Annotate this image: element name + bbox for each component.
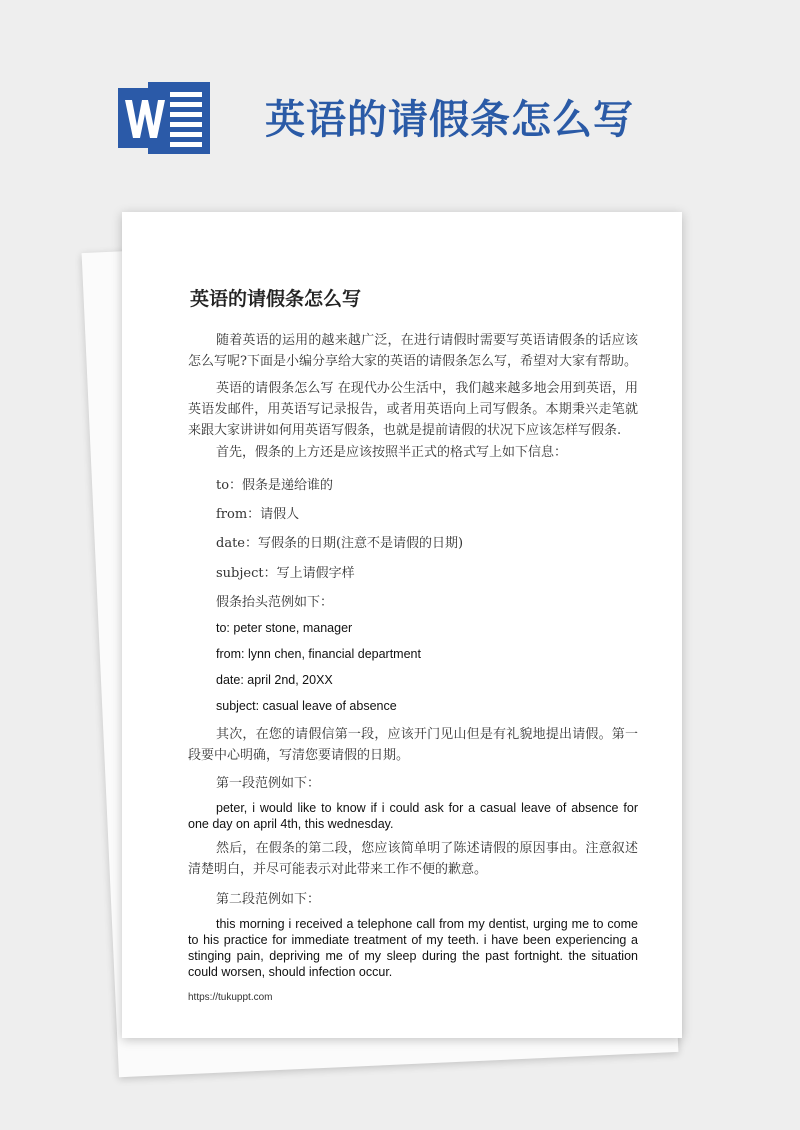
field-to: to：假条是递给谁的 — [216, 478, 334, 493]
source-url: https://tukuppt.com — [188, 992, 273, 1003]
field-from: from：请假人 — [216, 507, 300, 522]
paragraph-2: 英语的请假条怎么写 在现代办公生活中，我们越来越多地会用到英语，用英语发邮件，用英语写记录报告，或者用英语向上司写假条。本期秉兴走笔就来跟大家讲讲如何用英语写假条，也就是提前请假的状况下应该怎样写假条. — [188, 381, 638, 438]
second-para-example: this morning i received a telephone call from my dentist, urging me to come to his practice for immediate treatment of my teeth. i have been experiencing a stinging pain, depriving me of my sleep during the past fortnight. the situation could worsen, should infection occur. — [188, 917, 638, 979]
paragraph-3: 首先，假条的上方还是应该按照半正式的格式写上如下信息： — [216, 445, 568, 460]
example-from: from: lynn chen, financial department — [216, 647, 421, 661]
header-example-label: 假条抬头范例如下： — [216, 595, 334, 610]
example-date: date: april 2nd, 20XX — [216, 673, 333, 687]
first-para-example: peter, i would like to know if i could ask for a casual leave of absence for one day on april 4th, this wednesday. — [188, 801, 638, 831]
document-page — [122, 212, 682, 1038]
example-subject: subject: casual leave of absence — [216, 699, 397, 713]
banner-title: 英语的请假条怎么写 — [265, 97, 634, 143]
first-para-label: 第一段范例如下： — [216, 776, 321, 791]
second-para-label: 第二段范例如下： — [216, 892, 321, 907]
intro-paragraph: 随着英语的运用的越来越广泛，在进行请假时需要写英语请假条的话应该怎么写呢?下面是小编分享给大家的英语的请假条怎么写，希望对大家有帮助。 — [188, 333, 638, 369]
word-document-icon — [118, 78, 214, 158]
field-date: date：写假条的日期(注意不是请假的日期) — [216, 536, 464, 551]
field-subject: subject：写上请假字样 — [216, 566, 355, 581]
paragraph-4: 其次，在您的请假信第一段，应该开门见山但是有礼貌地提出请假。第一段要中心明确，写清您要请假的日期。 — [188, 727, 638, 763]
banner — [0, 0, 800, 200]
paragraph-5: 然后，在假条的第二段，您应该简单明了陈述请假的原因事由。注意叙述清楚明白，并尽可能表示对此带来工作不便的歉意。 — [188, 841, 638, 877]
document-title: 英语的请假条怎么写 — [190, 288, 362, 310]
example-to: to: peter stone, manager — [216, 621, 353, 635]
